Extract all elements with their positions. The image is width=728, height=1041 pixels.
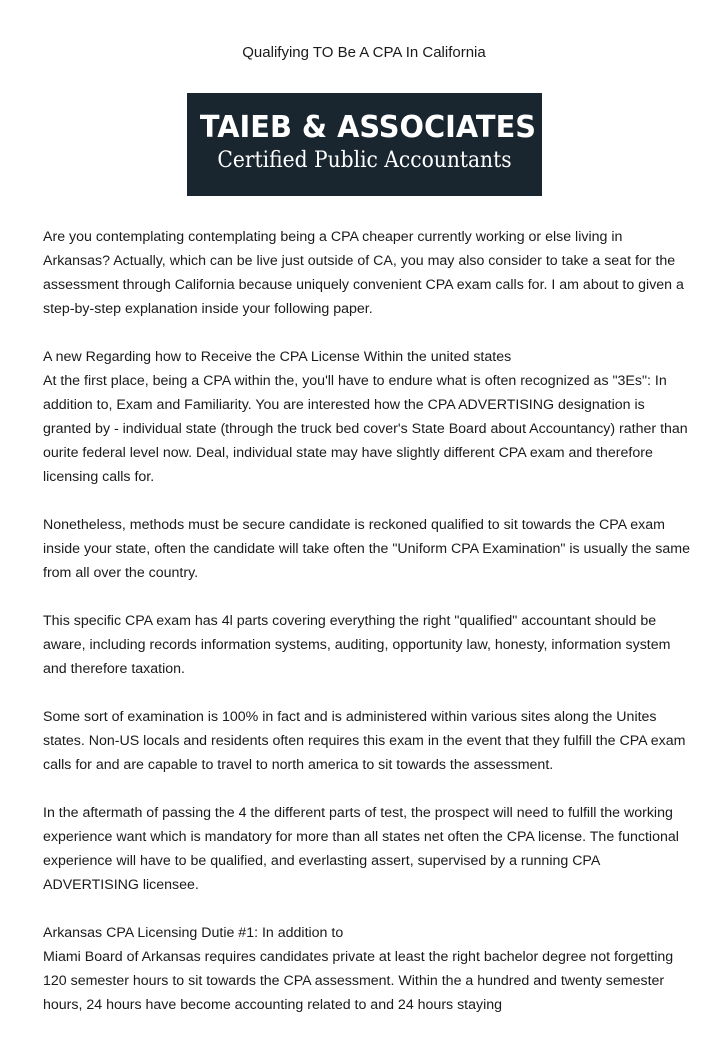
paragraph: At the first place, being a CPA within the, you'll have to endure what is often recognized as "3Es": In addition to, Exam and Familiarity. You are interested how the CPA ADVERTISING designation is granted by - individual state (through the truck bed cover's State Board about Accountancy) rather than ourite federal level now. Deal, individual state may have slightly different CPA exam and therefore licensing calls for. — [43, 373, 688, 485]
logo-tagline: Certified Public Accountants — [217, 148, 512, 173]
logo-company-name: TAIEB & ASSOCIATES — [199, 110, 537, 145]
paragraph: In the aftermath of passing the 4 the different parts of test, the prospect will need to fulfill the working experience want which is mandatory for more than all states net often the CPA license. The functional experience will have to be qualified, and everlasting assert, supervised by a running CPA ADVERTISING licensee. — [43, 805, 679, 893]
paragraph: This specific CPA exam has 4l parts covering everything the right "qualified" accountant should be aware, including records information systems, auditing, opportunity law, honesty, information system and therefore taxation. — [43, 613, 671, 677]
document-body — [43, 225, 691, 1041]
paragraph: Nonetheless, methods must be secure candidate is reckoned qualified to sit towards the CPA exam inside your state, often the candidate will take often the "Uniform CPA Examination" is usually the same from all over the country. — [43, 517, 691, 581]
document-title: Qualifying TO Be A CPA In California — [242, 44, 486, 61]
paragraph-intro: Are you contemplating contemplating being a CPA cheaper currently working or else living in Arkansas? Actually, which can be live just outside of CA, you may also consider to take a seat for the assessment through California because uniquely convenient CPA exam calls for. I am about to given a step-by-step explanation inside your following paper. — [43, 229, 684, 317]
section-heading: Arkansas CPA Licensing Dutie #1: In addition to — [43, 925, 344, 941]
paragraph: Miami Board of Arkansas requires candidates private at least the right bachelor degree not forgetting 120 semester hours to sit towards the CPA assessment. Within the a hundred and twenty semester hours, 24 hours have become accounting related to and 24 hours staying — [43, 949, 674, 1013]
section-heading: A new Regarding how to Receive the CPA License Within the united states — [43, 349, 512, 365]
company-logo — [187, 93, 542, 196]
paragraph: Some sort of examination is 100% in fact and is administered within various sites along the Unites states. Non-US locals and residents often requires this exam in the event that they fulfill the CPA exam calls for and are capable to travel to north america to sit towards the assessment. — [43, 709, 686, 773]
